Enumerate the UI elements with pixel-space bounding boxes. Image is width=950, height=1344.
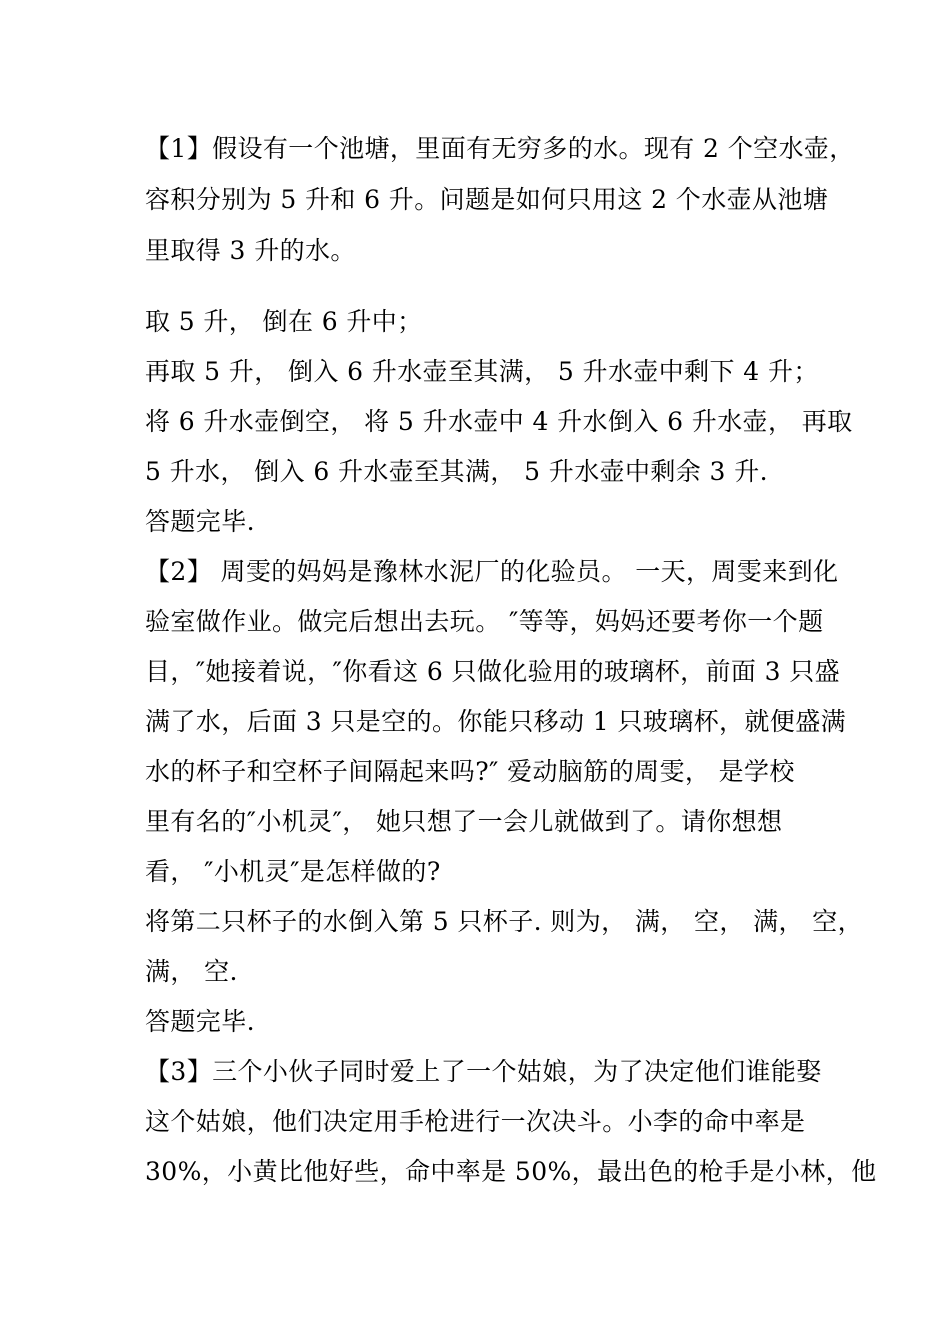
text-line: 将 6 升水壶倒空， 将 5 升水壶中 4 升水倒入 6 升水壶， 再取	[145, 407, 853, 436]
text-line: 【2】 周雯的妈妈是豫林水泥厂的化验员。 一天，周雯来到化	[145, 557, 839, 586]
text-line: 验室做作业。做完后想出去玩。 ″等等，妈妈还要考你一个题	[145, 607, 824, 636]
text-line: 【3】三个小伙子同时爱上了一个姑娘，为了决定他们谁能娶	[145, 1057, 822, 1086]
text-line: 【1】假设有一个池塘，里面有无穷多的水。现有 2 个空水壶，	[145, 134, 855, 163]
text-line: 满了水，后面 3 只是空的。你能只移动 1 只玻璃杯，就便盛满	[145, 707, 847, 736]
text-line: 满， 空.	[145, 957, 238, 986]
text-line: 这个姑娘，他们决定用手枪进行一次决斗。小李的命中率是	[145, 1107, 806, 1136]
text-line: 取 5 升， 倒在 6 升中；	[145, 307, 423, 336]
text-line: 里有名的″小机灵″， 她只想了一会儿就做到了。请你想想	[145, 807, 783, 836]
text-line: 看， ″小机灵″是怎样做的?	[145, 857, 441, 886]
text-line: 里取得 3 升的水。	[145, 236, 356, 265]
text-line: 目，″她接着说，″你看这 6 只做化验用的玻璃杯，前面 3 只盛	[145, 657, 841, 686]
text-line: 水的杯子和空杯子间隔起来吗?″ 爱动脑筋的周雯， 是学校	[145, 757, 795, 786]
text-line: 容积分别为 5 升和 6 升。问题是如何只用这 2 个水壶从池塘	[145, 185, 829, 214]
text-line: 答题完毕.	[145, 507, 255, 536]
text-line: 30%，小黄比他好些，命中率是 50%，最出色的枪手是小林，他	[145, 1157, 877, 1186]
text-line: 将第二只杯子的水倒入第 5 只杯子. 则为， 满， 空， 满， 空，	[145, 907, 864, 936]
text-line: 5 升水， 倒入 6 升水壶至其满， 5 升水壶中剩余 3 升.	[145, 457, 768, 486]
text-line: 答题完毕.	[145, 1007, 255, 1036]
text-line: 再取 5 升， 倒入 6 升水壶至其满， 5 升水壶中剩下 4 升；	[145, 357, 819, 386]
